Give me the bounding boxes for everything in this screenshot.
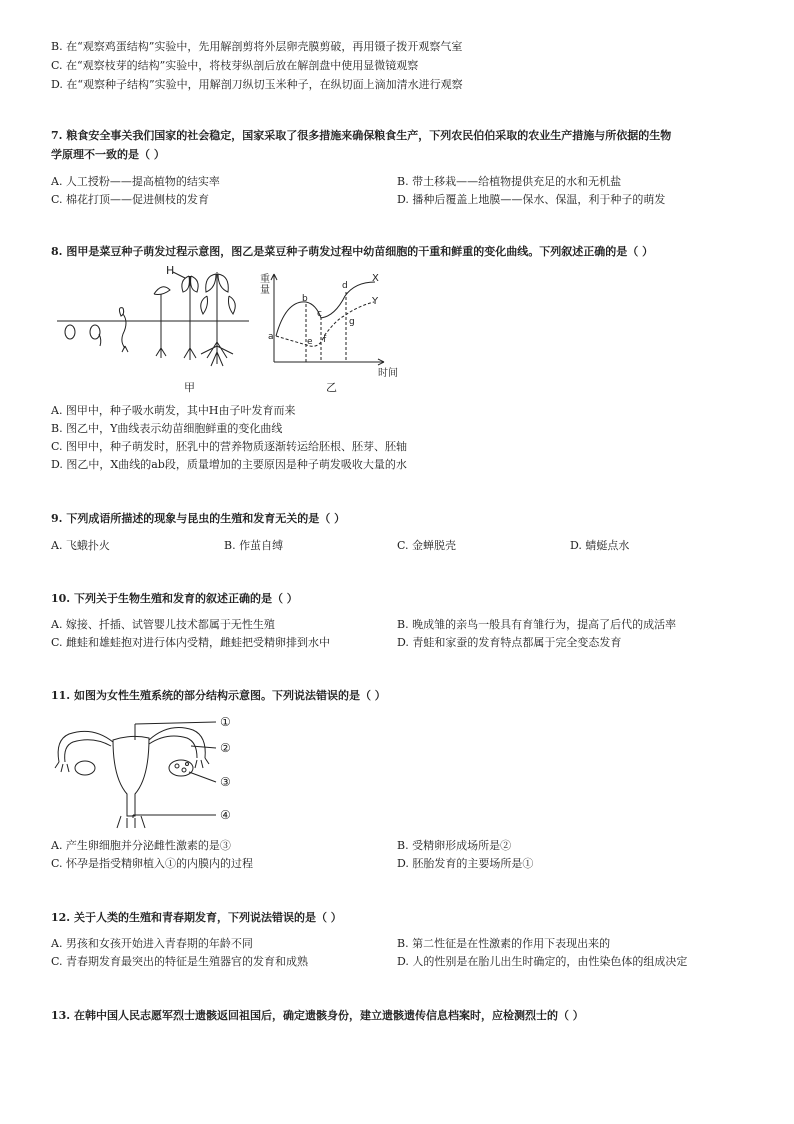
series-x-label: X — [372, 273, 379, 284]
seed-germination-figure — [51, 262, 256, 396]
female-reproductive-diagram — [51, 710, 241, 830]
q9-option-b: B. 作茧自缚 — [224, 539, 284, 552]
x-axis-label: 时间 — [378, 368, 398, 379]
series-y-label: Y — [372, 296, 379, 307]
q6-option-d: D. 在“观察种子结构”实验中，用解剖刀纵切玉米种子，在纵切面上滴加清水进行观察 — [51, 78, 463, 91]
q8-option-c: C. 图甲中，种子萌发时，胚乳中的营养物质逐渐转运给胚根、胚芽、胚轴 — [51, 440, 408, 453]
q8-option-d: D. 图乙中，X曲线的ab段，质量增加的主要原因是种子萌发吸收大量的水 — [51, 458, 407, 471]
q7-option-a: A. 人工授粉——提高植物的结实率 — [51, 175, 220, 188]
weight-curve-chart — [258, 262, 408, 396]
fig-jia-label: 甲 — [184, 381, 195, 394]
fig-yi-label: 乙 — [326, 381, 337, 394]
q10-option-a: A. 嫁接、扦插、试管婴儿技术都属于无性生殖 — [51, 618, 275, 631]
label-4: ④ — [220, 808, 231, 822]
q8-stem: 8. 图甲是菜豆种子萌发过程示意图，图乙是菜豆种子萌发过程中幼苗细胞的干重和鲜重的变化曲线。下列叙述正确的是（ ） — [51, 245, 654, 258]
q8-option-b: B. 图乙中，Y曲线表示幼苗细胞鲜重的变化曲线 — [51, 422, 283, 435]
q12-option-b: B. 第二性征是在性激素的作用下表现出来的 — [397, 937, 611, 950]
q9-option-a: A. 飞蛾扑火 — [51, 539, 110, 552]
point-d: d — [342, 281, 348, 291]
q12-option-a: A. 男孩和女孩开始进入青春期的年龄不同 — [51, 937, 253, 950]
point-c: c — [317, 309, 322, 319]
q8-option-a: A. 图甲中，种子吸水萌发，其中H由子叶发育而来 — [51, 404, 296, 417]
q11-stem: 11. 如图为女性生殖系统的部分结构示意图。下列说法错误的是（ ） — [51, 689, 386, 702]
q11-option-c: C. 怀孕是指受精卵植入①的内膜内的过程 — [51, 857, 254, 870]
label-2: ② — [220, 741, 231, 755]
point-b: b — [302, 294, 308, 304]
label-3: ③ — [220, 775, 231, 789]
point-e: e — [307, 337, 313, 347]
y-axis-label-1: 重 — [260, 274, 270, 285]
q7-option-b: B. 带土移栽——给植物提供充足的水和无机盐 — [397, 175, 622, 188]
q6-option-c: C. 在“观察枝芽的结构”实验中，将枝芽纵剖后放在解剖盘中使用显微镜观察 — [51, 59, 419, 72]
q12-option-c: C. 青春期发育最突出的特征是生殖器官的发育和成熟 — [51, 955, 309, 968]
point-f: f — [323, 335, 327, 345]
q7-stem-line2: 学原理不一致的是（ ） — [51, 148, 165, 161]
q12-stem: 12. 关于人类的生殖和青春期发育，下列说法错误的是（ ） — [51, 911, 342, 924]
q11-option-a: A. 产生卵细胞并分泌雌性激素的是③ — [51, 839, 231, 852]
q9-stem: 9. 下列成语所描述的现象与昆虫的生殖和发育无关的是（ ） — [51, 512, 346, 525]
label-h: H — [166, 264, 175, 277]
q10-stem: 10. 下列关于生物生殖和发育的叙述正确的是（ ） — [51, 592, 298, 605]
q10-option-b: B. 晚成雏的亲鸟一般具有育雏行为，提高了后代的成活率 — [397, 618, 677, 631]
point-g: g — [349, 317, 355, 327]
q13-stem: 13. 在韩中国人民志愿军烈士遗骸返回祖国后，确定遗骸身份，建立遗骸遗传信息档案时，应检测烈士的（ ） — [51, 1009, 584, 1022]
q11-option-d: D. 胚胎发育的主要场所是① — [397, 857, 534, 870]
q7-option-c: C. 棉花打顶——促进侧枝的发育 — [51, 193, 210, 206]
q12-option-d: D. 人的性别是在胎儿出生时确定的，由性染色体的组成决定 — [397, 955, 688, 968]
label-1: ① — [220, 715, 231, 729]
q9-option-c: C. 金蝉脱壳 — [397, 539, 457, 552]
q6-option-b: B. 在“观察鸡蛋结构”实验中，先用解剖剪将外层卵壳膜剪破，再用镊子拨开观察气室 — [51, 40, 463, 53]
q7-stem-line1: 7. 粮食安全事关我们国家的社会稳定，国家采取了很多措施来确保粮食生产，下列农民伯伯采取的农业生产措施与所依据的生物 — [51, 129, 672, 142]
y-axis-label-2: 量 — [260, 285, 270, 296]
q10-option-d: D. 青蛙和家蚕的发育特点都属于完全变态发育 — [397, 636, 622, 649]
q9-option-d: D. 蜻蜓点水 — [570, 539, 630, 552]
q7-option-d: D. 播种后覆盖上地膜——保水、保温，利于种子的萌发 — [397, 193, 666, 206]
q11-option-b: B. 受精卵形成场所是② — [397, 839, 512, 852]
point-a: a — [268, 332, 274, 342]
q10-option-c: C. 雌蛙和雄蛙抱对进行体内受精，雌蛙把受精卵排到水中 — [51, 636, 331, 649]
